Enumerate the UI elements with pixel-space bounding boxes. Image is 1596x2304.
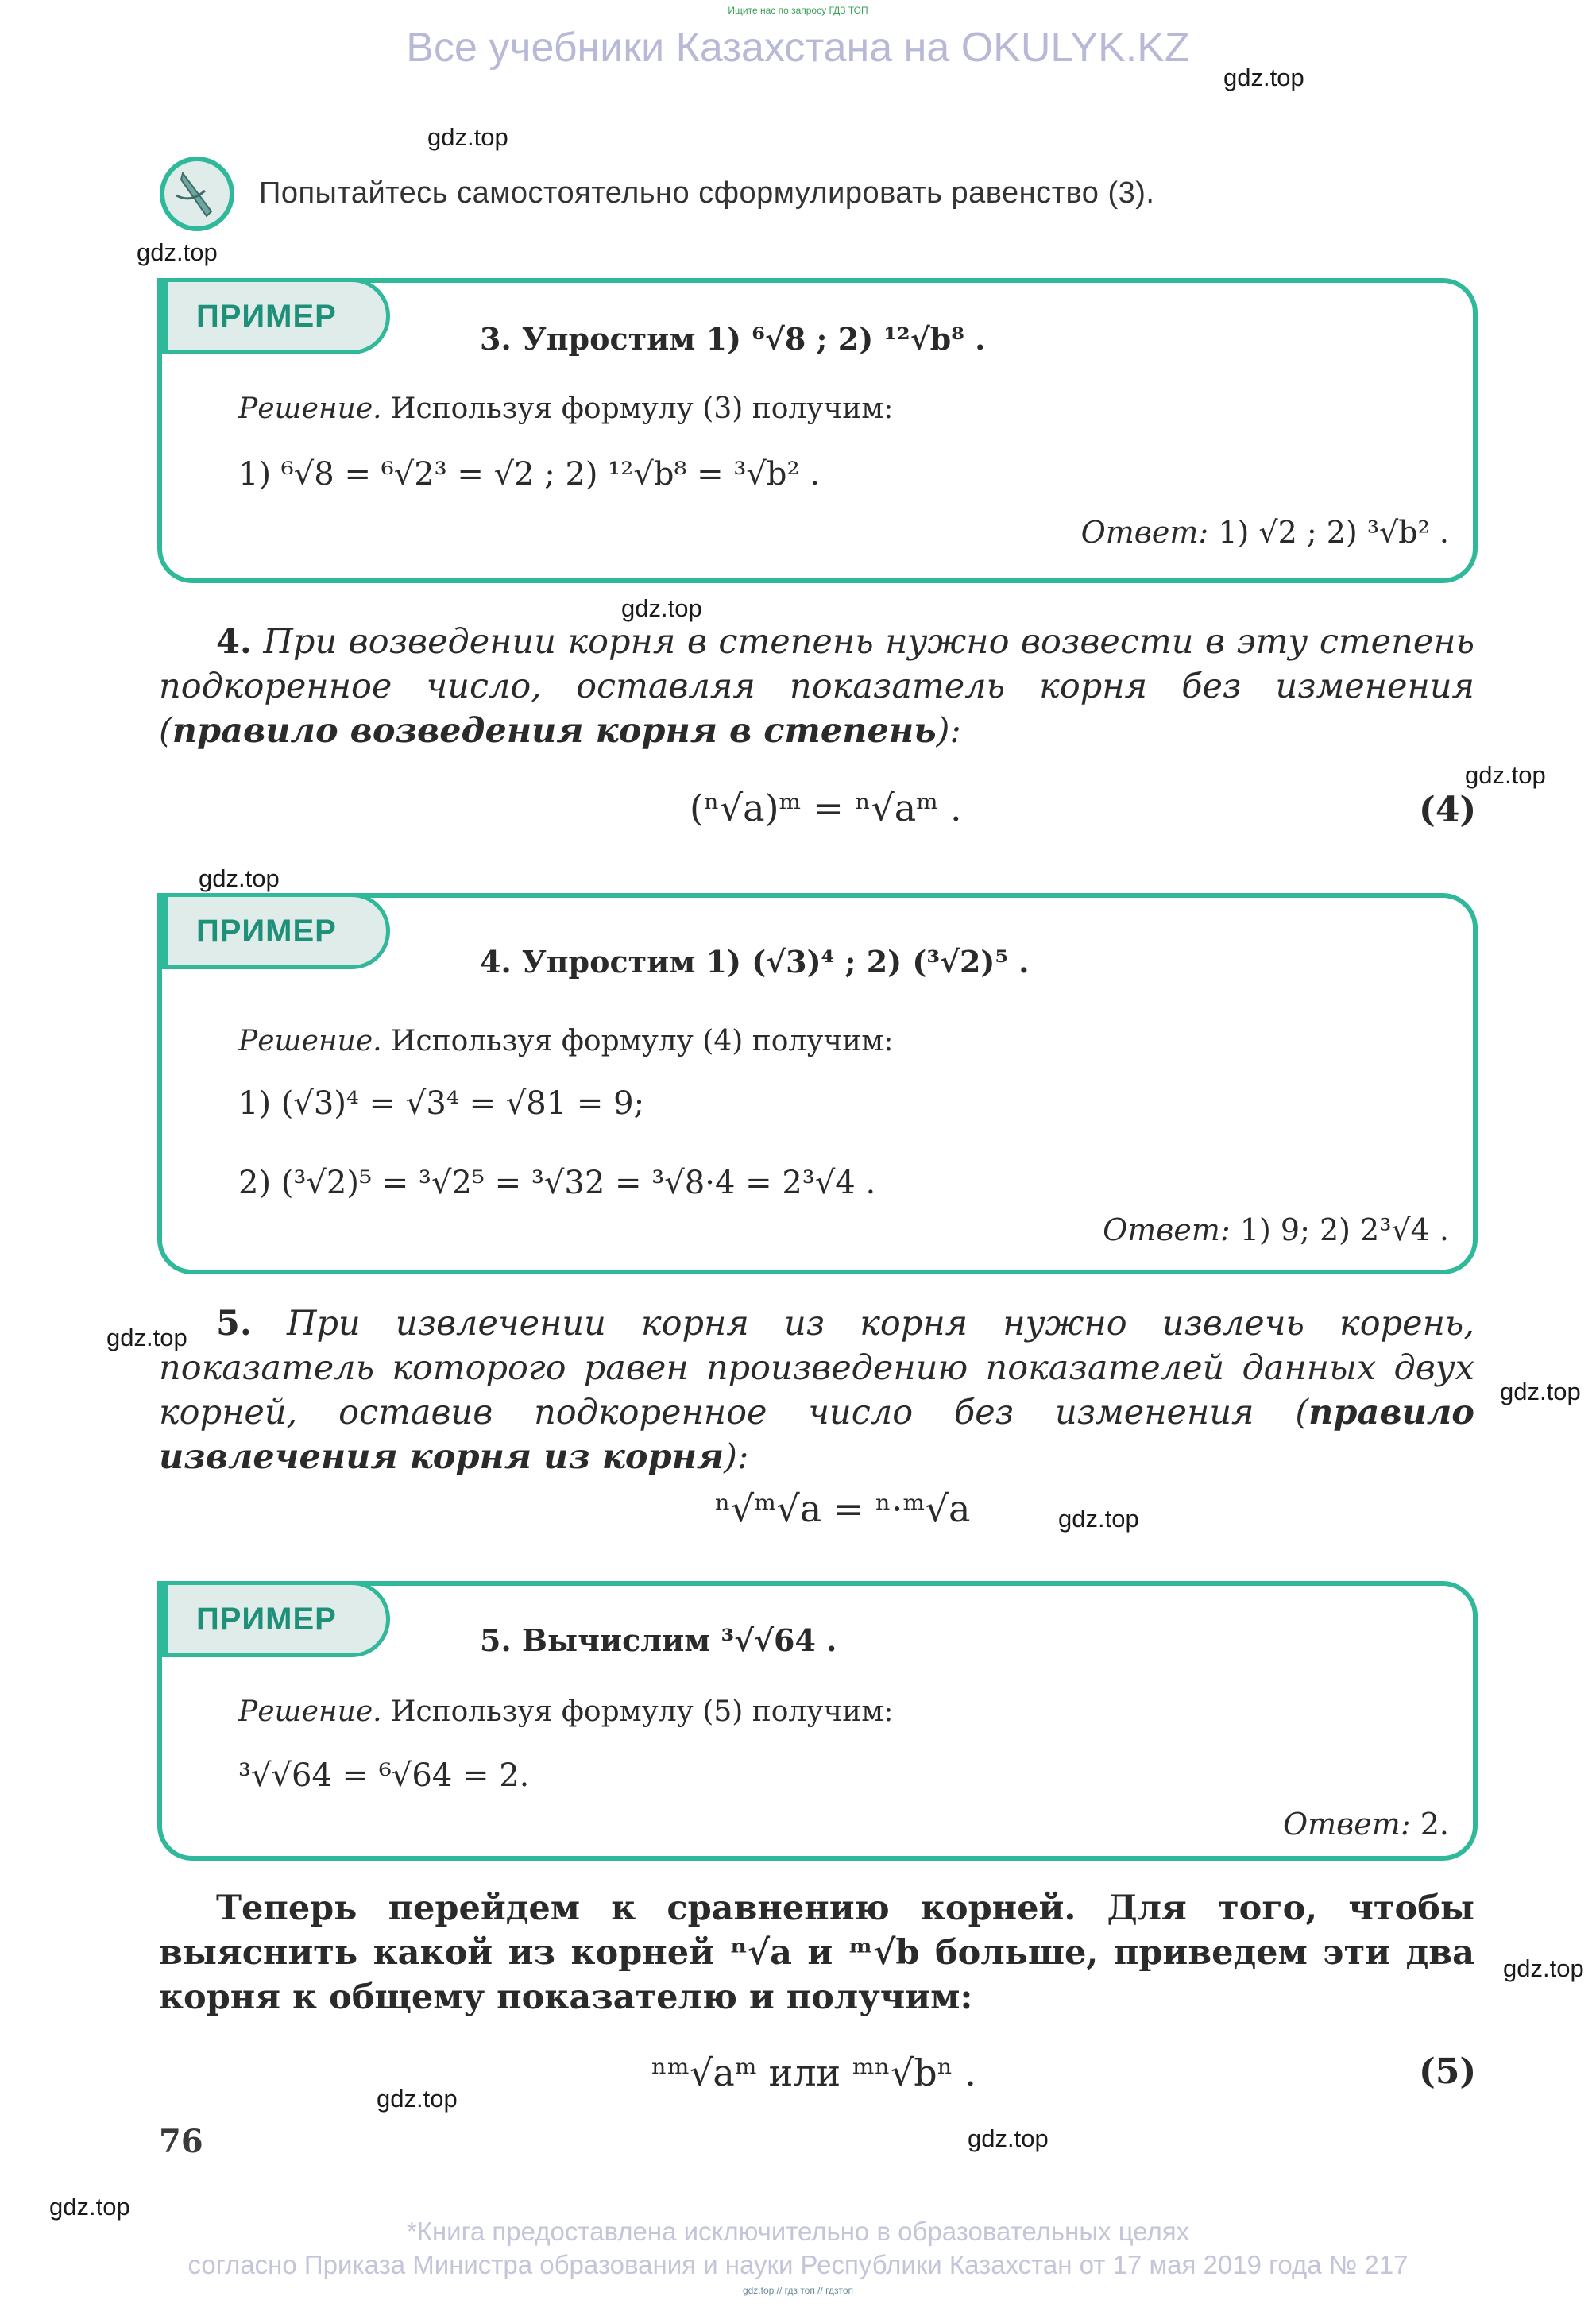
rule-number: 4. <box>216 622 252 662</box>
answer <box>1283 1807 1449 1842</box>
example-box-5 <box>157 1581 1478 1861</box>
solution-label: Решение. <box>238 392 382 425</box>
answer-text: 1) √2 ; 2) ³√b² . <box>1218 515 1449 550</box>
formula-compare: ⁿᵐ√aᵐ или ᵐⁿ√bⁿ . <box>651 2051 976 2094</box>
answer-text: 1) 9; 2) 2³√4 . <box>1239 1212 1449 1247</box>
example-label: ПРИМЕР <box>196 298 337 334</box>
answer-label: Ответ: <box>1283 1807 1411 1842</box>
footer-line: *Книга предоставлена исключительно в образовательных целях <box>406 2217 1190 2246</box>
intro-text: Попытайтесь самостоятельно сформулировать равенство (3). <box>259 176 1155 210</box>
watermark: gdz.top <box>1465 761 1546 789</box>
example-tab <box>157 893 390 969</box>
solution-line <box>238 392 893 425</box>
compare-paragraph: Теперь перейдем к сравнению корней. Для того, чтобы выяснить какой из корней ⁿ√a и ᵐ√b больше, приведем эти два корня к общему показателю и получим: <box>159 1888 1474 2017</box>
page-number: 76 <box>159 2123 203 2160</box>
rule-number: 5. <box>216 1304 252 1343</box>
site-title[interactable]: Все учебники Казахстана на OKULYK.KZ <box>406 25 1190 71</box>
example-box-3 <box>157 278 1478 583</box>
rule-5 <box>159 1301 1474 1479</box>
example-box-4 <box>157 893 1478 1274</box>
watermark: gdz.top <box>1058 1505 1139 1533</box>
equation-number: (5) <box>1419 2051 1477 2092</box>
formula-5: ⁿ√ᵐ√a = ⁿ·ᵐ√a <box>715 1487 971 1530</box>
search-hint: Ищите нас по запросу ГДЗ ТОП <box>728 5 868 16</box>
watermark: gdz.top <box>621 594 702 622</box>
example-title: 3. Упростим 1) ⁶√8 ; 2) ¹²√b⁸ . <box>480 321 986 357</box>
pen-circle-icon <box>159 156 235 232</box>
watermark: gdz.top <box>106 1324 187 1351</box>
example-label: ПРИМЕР <box>196 913 337 949</box>
rule-name: правило возведения корня в степень <box>172 711 937 751</box>
formula-4: (ⁿ√a)ᵐ = ⁿ√aᵐ . <box>690 787 962 829</box>
math-line: 2) (³√2)⁵ = ³√2⁵ = ³√32 = ³√8·4 = 2³√4 . <box>238 1165 876 1201</box>
solution-text: Используя формулу (3) получим: <box>391 392 894 425</box>
solution-line <box>238 1695 893 1728</box>
footer-tiny: gdz.top // гдз топ // гдзтоп <box>742 2285 854 2296</box>
answer-label: Ответ: <box>1103 1212 1231 1247</box>
answer <box>1103 1212 1449 1247</box>
rule-text: При извлечении корня из корня нужно извлечь корень, показатель которого равен произведению показателей данных двух корней, оставив подкоренное число без изменения ( <box>159 1304 1474 1432</box>
rule-text: При возведении корня в степень нужно возвести в эту степень подкоренное число, оставляя показатель корня без изменения ( <box>159 622 1474 751</box>
watermark: gdz.top <box>49 2193 130 2221</box>
footer-line: согласно Приказа Министра образования и науки Республики Казахстан от 17 мая 2019 года № 217 <box>187 2250 1409 2279</box>
rule-name: правило извлечения корня из корня <box>159 1393 1474 1477</box>
watermark: gdz.top <box>1223 64 1304 91</box>
example-label: ПРИМЕР <box>196 1601 337 1637</box>
answer-text: 2. <box>1420 1807 1449 1842</box>
example-tab <box>157 1581 390 1657</box>
solution-line <box>238 1025 893 1057</box>
answer-label: Ответ: <box>1080 515 1209 550</box>
example-title: 5. Вычислим ³√√64 . <box>480 1622 837 1658</box>
solution-label: Решение. <box>238 1025 382 1057</box>
watermark: gdz.top <box>1503 1954 1584 1982</box>
watermark: gdz.top <box>137 238 218 266</box>
solution-text: Используя формулу (4) получим: <box>391 1025 894 1057</box>
solution-label: Решение. <box>238 1695 382 1728</box>
math-line: 1) (√3)⁴ = √3⁴ = √81 = 9; <box>238 1085 645 1122</box>
watermark: gdz.top <box>1500 1378 1581 1405</box>
watermark: gdz.top <box>377 2085 458 2113</box>
solution-text: Используя формулу (5) получим: <box>391 1695 894 1728</box>
watermark: gdz.top <box>427 123 508 151</box>
answer <box>1081 515 1449 550</box>
math-line: 1) ⁶√8 = ⁶√2³ = √2 ; 2) ¹²√b⁸ = ³√b² . <box>238 456 820 493</box>
rule-tail: ): <box>724 1437 749 1477</box>
example-tab <box>157 278 390 354</box>
example-title: 4. Упростим 1) (√3)⁴ ; 2) (³√2)⁵ . <box>480 944 1030 980</box>
rule-tail: ): <box>936 711 961 751</box>
equation-number: (4) <box>1419 790 1477 830</box>
watermark: gdz.top <box>199 864 280 892</box>
math-line: ³√√64 = ⁶√64 = 2. <box>238 1757 530 1794</box>
watermark: gdz.top <box>968 2124 1049 2152</box>
rule-4 <box>159 620 1474 753</box>
